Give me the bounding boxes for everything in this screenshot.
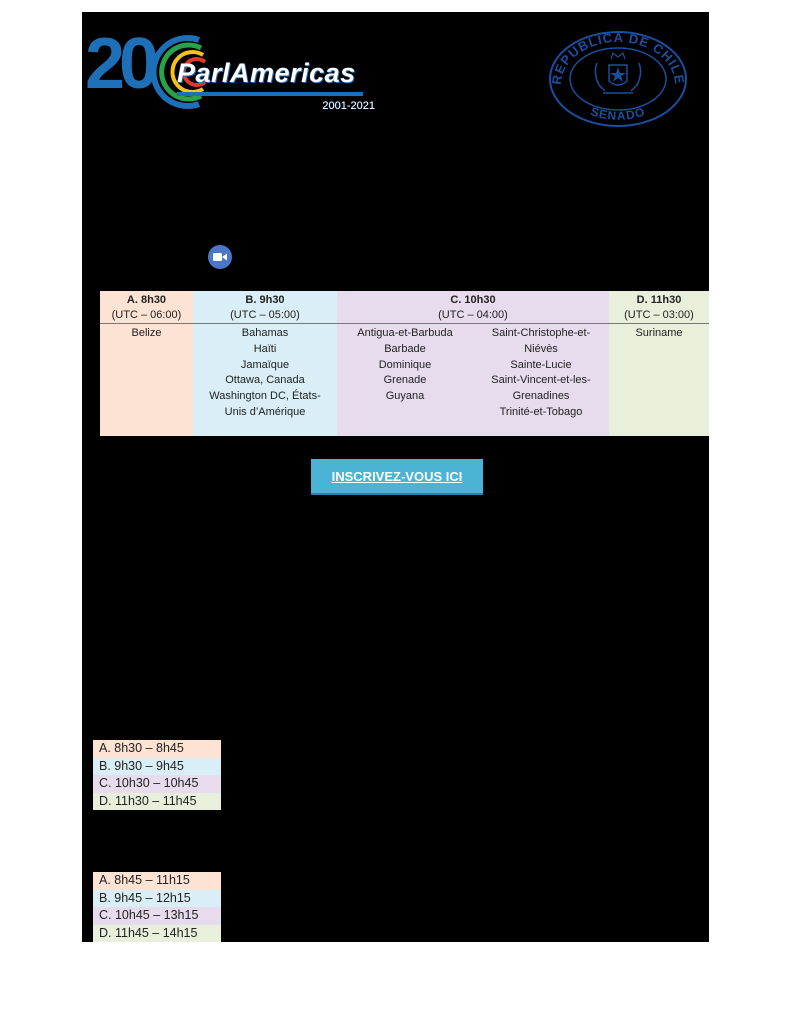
time-slot-list-2 [93, 872, 221, 942]
country: Saint-Christophe-et- [491, 327, 591, 339]
time-slot: D. 11h45 – 14h15 [93, 925, 221, 943]
column-utc: (UTC – 06:00) [111, 309, 182, 321]
senado-chile-seal [547, 29, 689, 129]
logo-underline [177, 92, 363, 96]
column-utc: (UTC – 04:00) [438, 309, 508, 321]
coat-of-arms-icon [595, 53, 640, 93]
column-utc: (UTC – 05:00) [230, 309, 300, 321]
logo-name: ParlAmericas [177, 58, 356, 88]
country: Antigua-et-Barbuda [357, 327, 453, 339]
time-slot: B. 9h45 – 12h15 [93, 890, 221, 908]
logo-years: 2001-2021 [322, 100, 375, 112]
column-time: C. 10h30 [450, 294, 496, 306]
time-slot: A. 8h30 – 8h45 [93, 740, 221, 758]
country: Haïti [253, 342, 277, 355]
country: Ottawa, Canada [225, 374, 305, 387]
country: Guyana [385, 390, 425, 403]
country: Suriname [635, 327, 683, 339]
document-page [82, 12, 709, 942]
country: Bahamas [241, 327, 289, 339]
svg-text:SENADO [589, 104, 647, 123]
schedule-column-a [100, 291, 193, 436]
time-slot: A. 8h45 – 11h15 [93, 872, 221, 890]
country: Grenade [383, 374, 427, 387]
country: Niévès [524, 342, 558, 355]
logo-numeral: 20 [85, 24, 154, 104]
country: Jamaïque [240, 358, 290, 371]
column-time: A. 8h30 [126, 294, 167, 306]
seal-top-text: REPUBLICA DE CHILE [548, 29, 688, 86]
time-slot: C. 10h30 – 10h45 [93, 775, 221, 793]
column-time: D. 11h30 [636, 294, 682, 306]
country: Barbade [384, 342, 426, 355]
video-camera-icon[interactable] [208, 245, 232, 269]
country: Grenadines [512, 390, 570, 403]
country: Belize [131, 327, 162, 339]
column-utc: (UTC – 03:00) [624, 309, 694, 321]
schedule-column-c [337, 291, 609, 436]
country: Dominique [378, 358, 432, 371]
schedule-column-d [609, 291, 709, 436]
time-slot: C. 10h45 – 13h15 [93, 907, 221, 925]
country: Saint-Vincent-et-les- [491, 374, 591, 387]
time-slot-list-1 [93, 740, 221, 810]
schedule-column-b [193, 291, 337, 436]
register-button[interactable] [311, 459, 483, 495]
register-button-label: INSCRIVEZ-VOUS ICI [331, 468, 463, 484]
country: Washington DC, États- [209, 390, 321, 403]
parlamericas-logo [85, 24, 375, 120]
schedule-table [100, 291, 709, 436]
country: Trinité-et-Tobago [499, 405, 583, 418]
column-time: B. 9h30 [245, 294, 285, 306]
country: Unis d’Amérique [224, 405, 306, 418]
country: Sainte-Lucie [510, 358, 572, 371]
time-slot: D. 11h30 – 11h45 [93, 793, 221, 811]
seal-bottom-text: SENADO [588, 104, 648, 123]
time-slot: B. 9h30 – 9h45 [93, 758, 221, 776]
